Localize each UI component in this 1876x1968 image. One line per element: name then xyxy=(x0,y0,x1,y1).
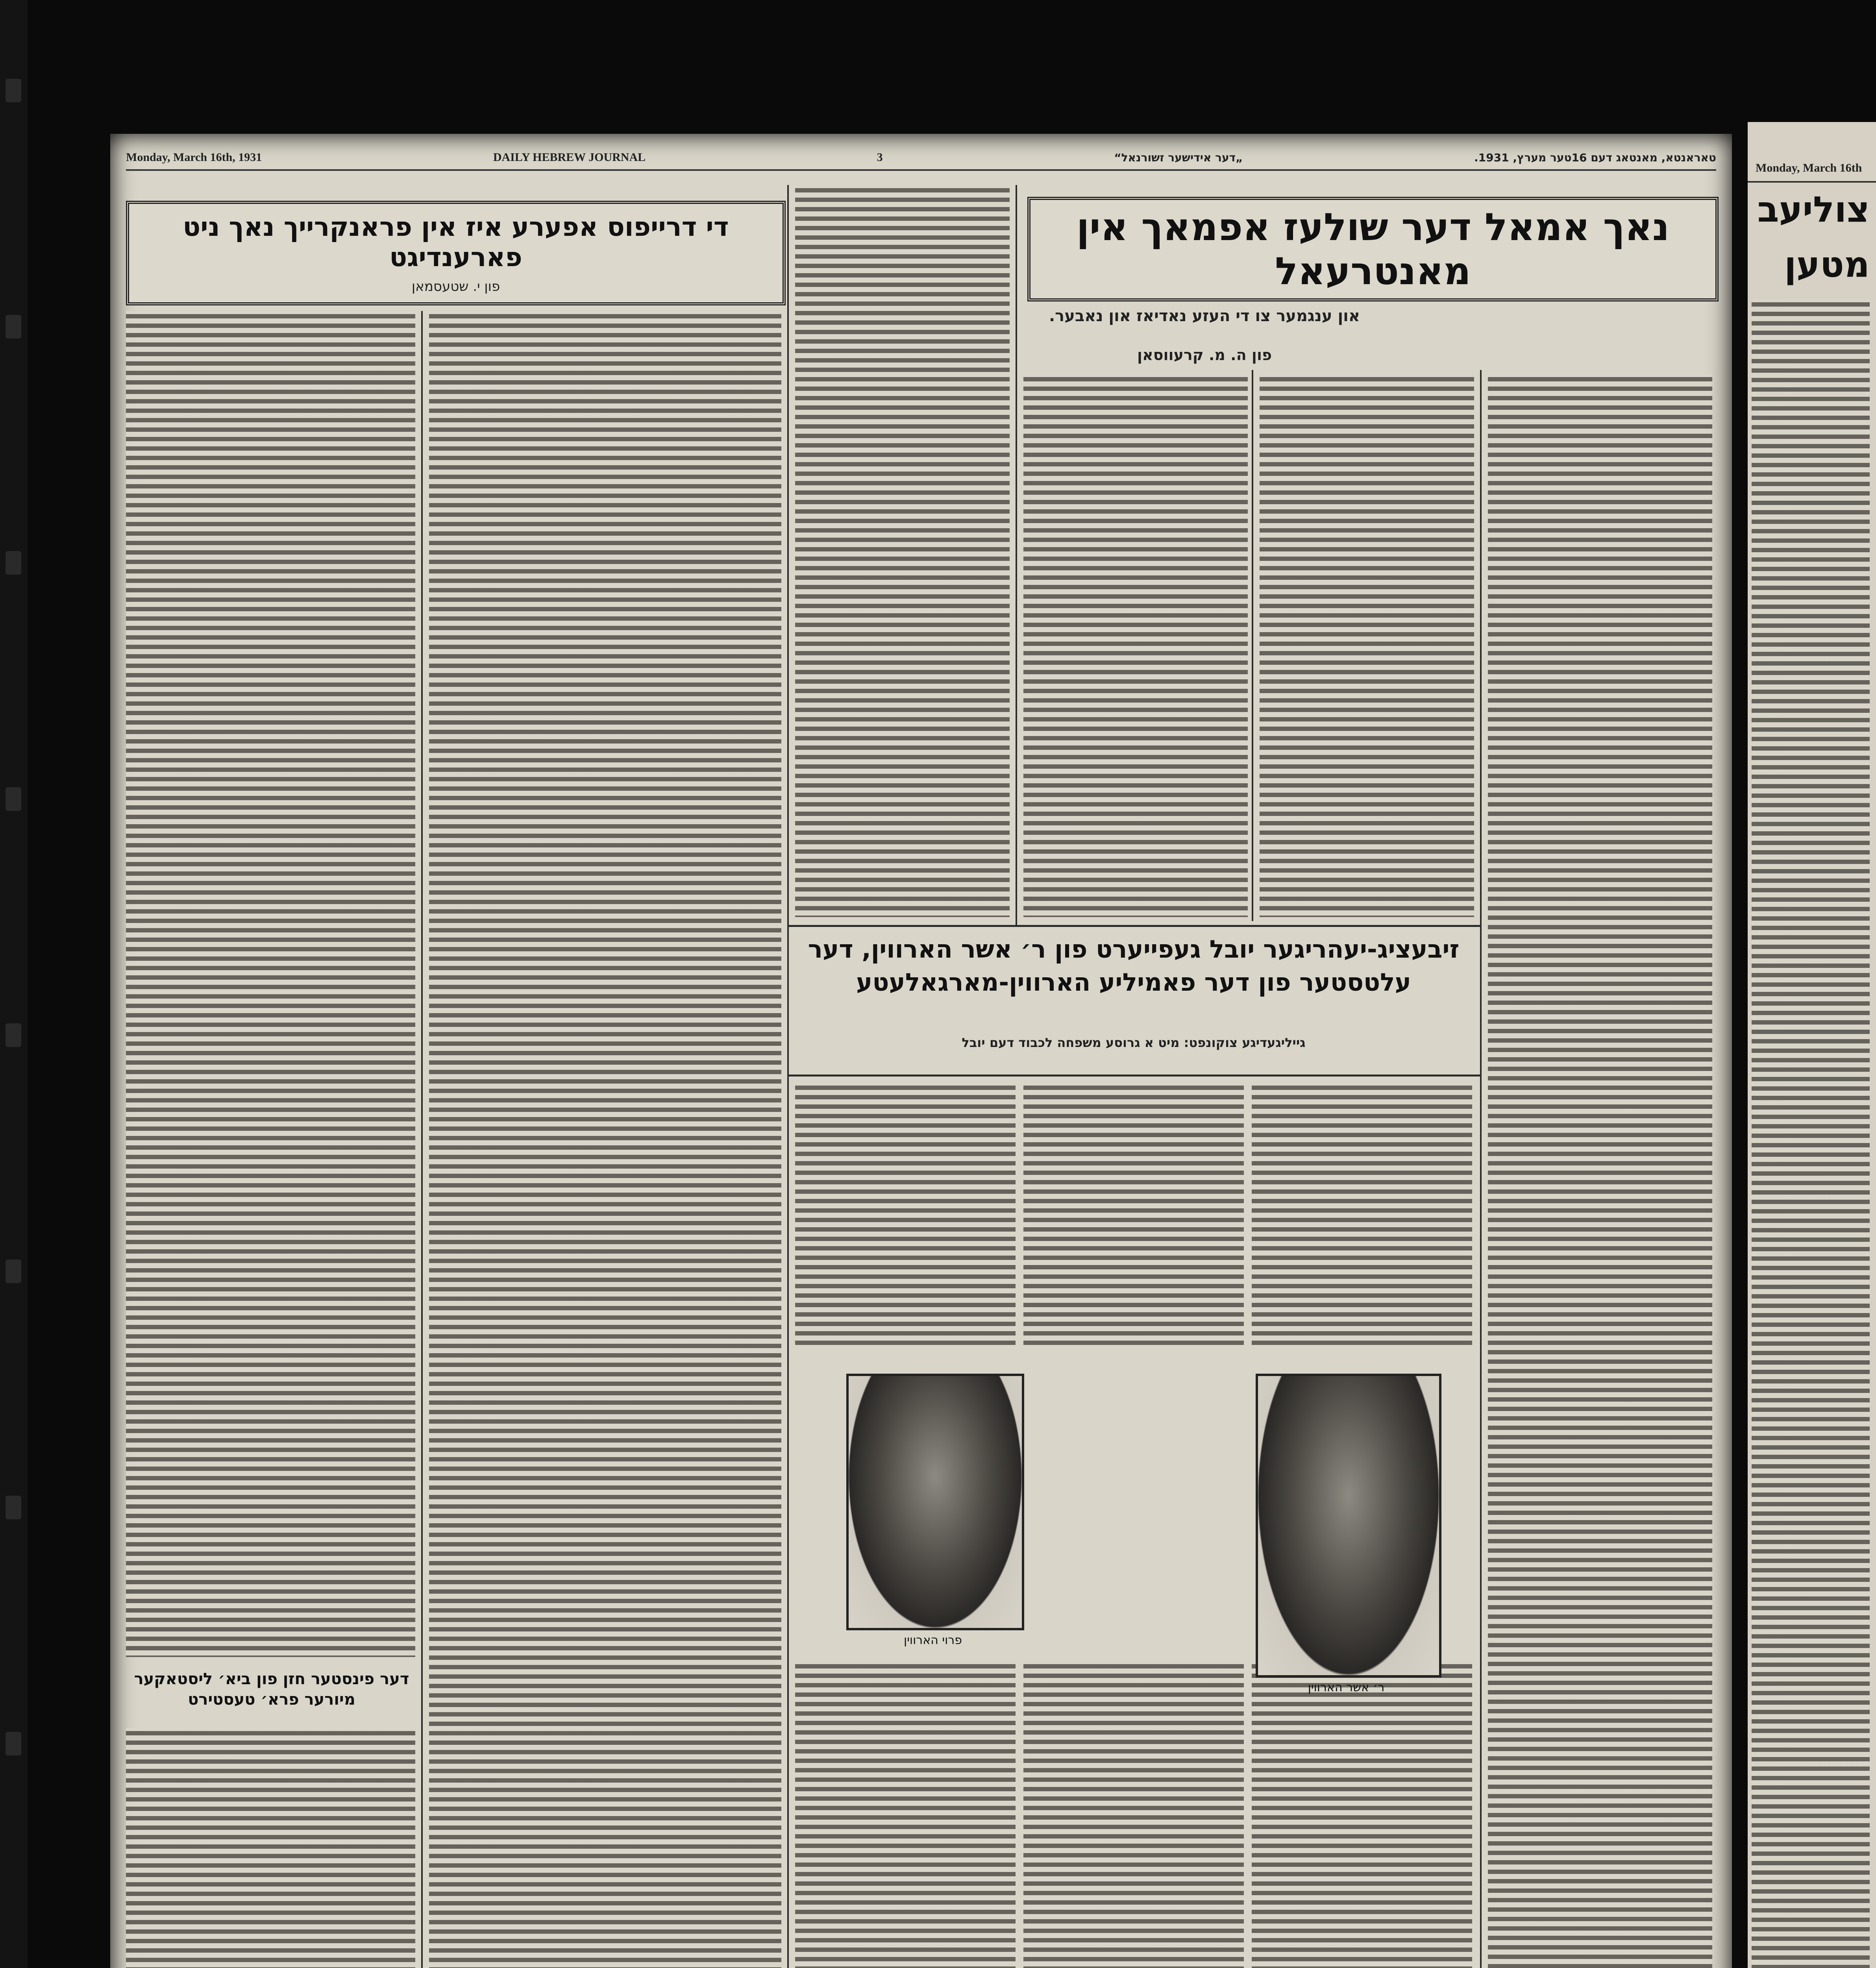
article-column xyxy=(126,1728,415,1968)
column-rule xyxy=(1016,185,1017,925)
column-rule xyxy=(787,185,789,1968)
article-column xyxy=(1488,374,1712,1968)
feature-column xyxy=(1252,1661,1472,1968)
portrait-photo-man xyxy=(1256,1374,1441,1678)
article-column xyxy=(126,311,415,1657)
header-yiddish-date: טאראנטא, מאנטאג דעם 16טער מערץ, 1931. xyxy=(1474,151,1716,164)
small-headline-left: דער פינסטער חזן פון ביא׳ ליסטאקער מיורער פרא׳ טעסטירט xyxy=(134,1670,409,1709)
adjacent-article-column xyxy=(1752,299,1870,1968)
header-english-date: Monday, March 16th, 1931 xyxy=(126,151,262,164)
feature-column xyxy=(795,1661,1016,1968)
section-rule xyxy=(787,1075,1480,1076)
adjacent-headline-2: מטען xyxy=(1784,244,1870,285)
column-rule xyxy=(1480,370,1482,1968)
adjacent-page-date: Monday, March 16th xyxy=(1756,161,1862,174)
headline-box-right xyxy=(1027,197,1719,301)
portrait-photo-woman xyxy=(846,1374,1024,1630)
header-yiddish-title: „דער אידישער זשורנאל“ xyxy=(1114,151,1243,164)
article-column xyxy=(429,311,781,1968)
headline-right: נאך אמאל דער שולעז אפמאך אין מאנטרעאל xyxy=(1076,205,1670,293)
headline-box-left xyxy=(126,201,786,305)
header-page-number: 3 xyxy=(877,151,883,164)
portrait-caption-man: ר׳ אשר הארווין xyxy=(1308,1681,1385,1694)
headline-left: די דרייפוס אפערע איז אין פראנקרייך נאך ניט פארענדיגט xyxy=(183,212,729,272)
feature-column xyxy=(1252,1082,1472,1350)
article-column xyxy=(795,185,1010,917)
newspaper-page xyxy=(110,134,1732,1968)
headline-right-byline: פון ה. מ. קרעווסאן xyxy=(1137,346,1272,364)
feature-subheadline: גייליגעדיגע צוקונפט: מיט א גרוסע משפחה לכבוד דעם יובל xyxy=(962,1035,1306,1050)
column-rule xyxy=(421,311,423,1968)
headline-right-subtitle: און ענגמער צו די העזע נאדיאז און נאבער. xyxy=(1049,307,1360,325)
feature-column xyxy=(795,1082,1016,1350)
feature-column xyxy=(1023,1661,1244,1968)
section-rule xyxy=(787,925,1480,927)
header-masthead: DAILY HEBREW JOURNAL xyxy=(493,151,646,164)
adjacent-headline-1: צוליעב xyxy=(1757,189,1870,230)
article-column xyxy=(1260,374,1474,917)
column-rule xyxy=(1252,370,1253,921)
article-column xyxy=(1023,374,1248,917)
portrait-caption-woman: פרוי הארווין xyxy=(904,1633,962,1647)
headline-left-byline: פון י. שטעסמאן xyxy=(411,279,500,294)
page-header xyxy=(126,146,1716,171)
adjacent-header-rule xyxy=(1748,181,1876,183)
feature-headline: זיבעציג-יעהריגער יובל געפייערט פון ר׳ אשר הארווין, דער עלטסטער פון דער פאמיליע הארווין-מארגאלעטע xyxy=(808,935,1460,997)
adjacent-page xyxy=(1748,122,1876,1968)
film-sprocket-strip-left xyxy=(0,0,28,1968)
